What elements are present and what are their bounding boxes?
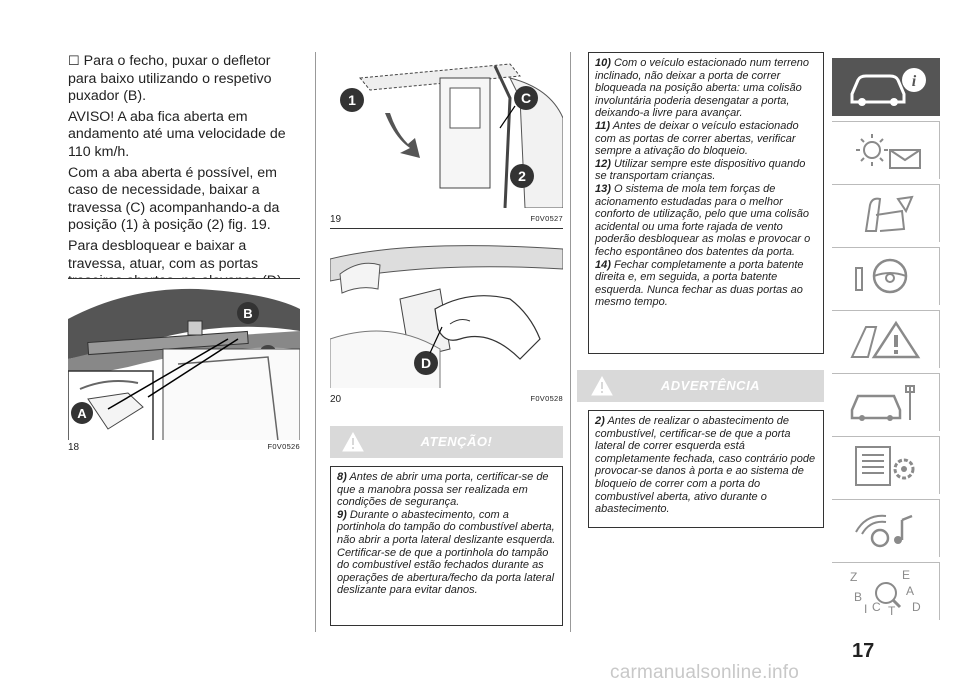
advertencia-title: ADVERTÊNCIA xyxy=(660,378,761,393)
paragraph-crossbar: Com a aba aberta é possível, em caso de necessidade, baixar a travessa (C) acompanhando-a da posição (1) à posição (2) fig. 19. xyxy=(68,164,280,234)
sidebar-item-index[interactable] xyxy=(832,562,940,620)
road-warning-icon xyxy=(846,317,930,363)
sidebar-item-vehicle-info[interactable] xyxy=(832,58,940,116)
watermark: carmanualsonline.info xyxy=(610,662,800,683)
svg-text:T: T xyxy=(888,604,896,615)
label-b: B xyxy=(243,306,253,321)
specs-gear-icon xyxy=(846,443,930,489)
index-letters-icon xyxy=(846,569,930,615)
figure-number: 20 xyxy=(330,394,342,405)
advertencia-notes xyxy=(588,410,824,528)
page-number: 17 xyxy=(852,640,875,662)
sidebar-item-starting-driving[interactable] xyxy=(832,247,940,305)
sidebar-item-lights-messages[interactable] xyxy=(832,121,940,179)
svg-text:Z: Z xyxy=(850,570,858,584)
figure-18-caption xyxy=(68,442,300,453)
svg-text:E: E xyxy=(902,569,911,582)
figure-code: F0V0528 xyxy=(530,394,563,403)
label-2: 2 xyxy=(518,168,526,184)
label-c: C xyxy=(520,90,532,106)
atencao-header xyxy=(330,426,563,458)
steering-key-icon xyxy=(846,254,930,300)
note-item: 13) O sistema de mola tem forças de acionamento estudadas para o melhor conforto de utilização, pelo que uma colisão acidental ou uma forte rajada de vento poderão desbloquear as molas e provocar o fecho espontâneo dos batentes da porta. xyxy=(595,182,811,258)
label-a: A xyxy=(77,406,87,421)
paragraph-aviso: AVISO! A aba fica aberta em andamento até uma velocidade de 110 km/h. xyxy=(68,108,286,160)
car-info-icon xyxy=(846,64,930,110)
atencao-title: ATENÇÃO! xyxy=(420,434,493,449)
figure-20 xyxy=(330,228,563,388)
text-column-1 xyxy=(68,52,300,311)
car-tools-icon xyxy=(846,380,930,426)
sidebar-item-technical-data[interactable] xyxy=(832,436,940,494)
label-1: 1 xyxy=(348,92,356,108)
svg-text:i: i xyxy=(911,73,917,90)
label-d: D xyxy=(420,355,432,371)
note-item: 9) Durante o abastecimento, com a portinhola do tampão do combustível aberta, não abrir a porta lateral deslizante esquerda. Certificar-se de que a portinhola do tampão do combustível estão fechados durante as operações de abertura/fecho da porta lateral deslizante para evitar danos. xyxy=(337,508,556,597)
sidebar-item-multimedia[interactable] xyxy=(832,499,940,557)
sidebar-item-emergency[interactable] xyxy=(832,310,940,368)
figure-19 xyxy=(330,58,563,208)
sidebar-item-safety[interactable] xyxy=(832,184,940,242)
roof-deflector-illustration xyxy=(68,279,300,440)
paragraph-unlock: Para desbloquear e baixar a travessa, atuar, com as portas xyxy=(68,237,259,272)
note-item: 11) Antes de deixar o veículo estacionado com as portas de correr abertas, verificar sempre a ativação do bloqueio. xyxy=(595,119,799,158)
column-3-notes xyxy=(588,52,824,354)
atencao-notes xyxy=(330,466,563,626)
note-item: 12) Utilizar sempre este dispositivo quando se transportam crianças. xyxy=(595,157,806,183)
square-bullet-icon: ☐ xyxy=(68,53,80,68)
column-divider-2 xyxy=(570,52,571,632)
lever-illustration xyxy=(330,229,563,388)
svg-text:B: B xyxy=(854,590,863,604)
lights-message-icon xyxy=(846,128,930,174)
note-item: 2) Antes de realizar o abastecimento de combustível, certificar-se de que a porta lateral de correr esquerda está completamente fechada, caso contrário pode provocar-se danos à porta e ao sistema de bloqueio de correr com a porta do combustível aberta, ativo durante o abastecimento. xyxy=(595,415,816,516)
crossbar-illustration xyxy=(330,58,563,208)
figure-code: F0V0526 xyxy=(267,442,300,451)
column-divider-1 xyxy=(315,52,316,632)
svg-text:I: I xyxy=(864,602,868,615)
note-item: 14) Fechar completamente a porta batente direita e, em seguida, a porta batente esquerda. Nunca fechar as duas portas ao mesmo tempo. xyxy=(595,258,804,309)
multimedia-icon xyxy=(846,506,930,552)
figure-number: 19 xyxy=(330,214,342,225)
note-item: 10) Com o veículo estacionado num terreno inclinado, não deixar a porta de correr bloqueada na posição aberta: uma colisão involuntária poderia desengatar a porta, deixando-a livre para avançar. xyxy=(595,57,810,120)
chapter-sidebar xyxy=(832,58,940,625)
figure-19-caption xyxy=(330,214,563,225)
figure-code: F0V0527 xyxy=(530,214,563,223)
figure-number: 18 xyxy=(68,442,80,453)
note-item: 8) Antes de abrir uma porta, certificar-se de que a manobra possa ser realizada em condições de segurança. xyxy=(337,471,549,509)
advertencia-header xyxy=(577,370,824,402)
svg-text:C: C xyxy=(872,600,881,614)
svg-text:A: A xyxy=(906,584,915,598)
figure-20-caption xyxy=(330,394,563,405)
airbag-seat-icon xyxy=(846,191,930,237)
sidebar-item-maintenance[interactable] xyxy=(832,373,940,431)
figure-18 xyxy=(68,278,300,440)
paragraph-close-deflector: ☐ Para o fecho, puxar o defletor para baixo utilizando o respetivo puxador (B). xyxy=(68,53,272,105)
svg-text:D: D xyxy=(912,600,921,614)
